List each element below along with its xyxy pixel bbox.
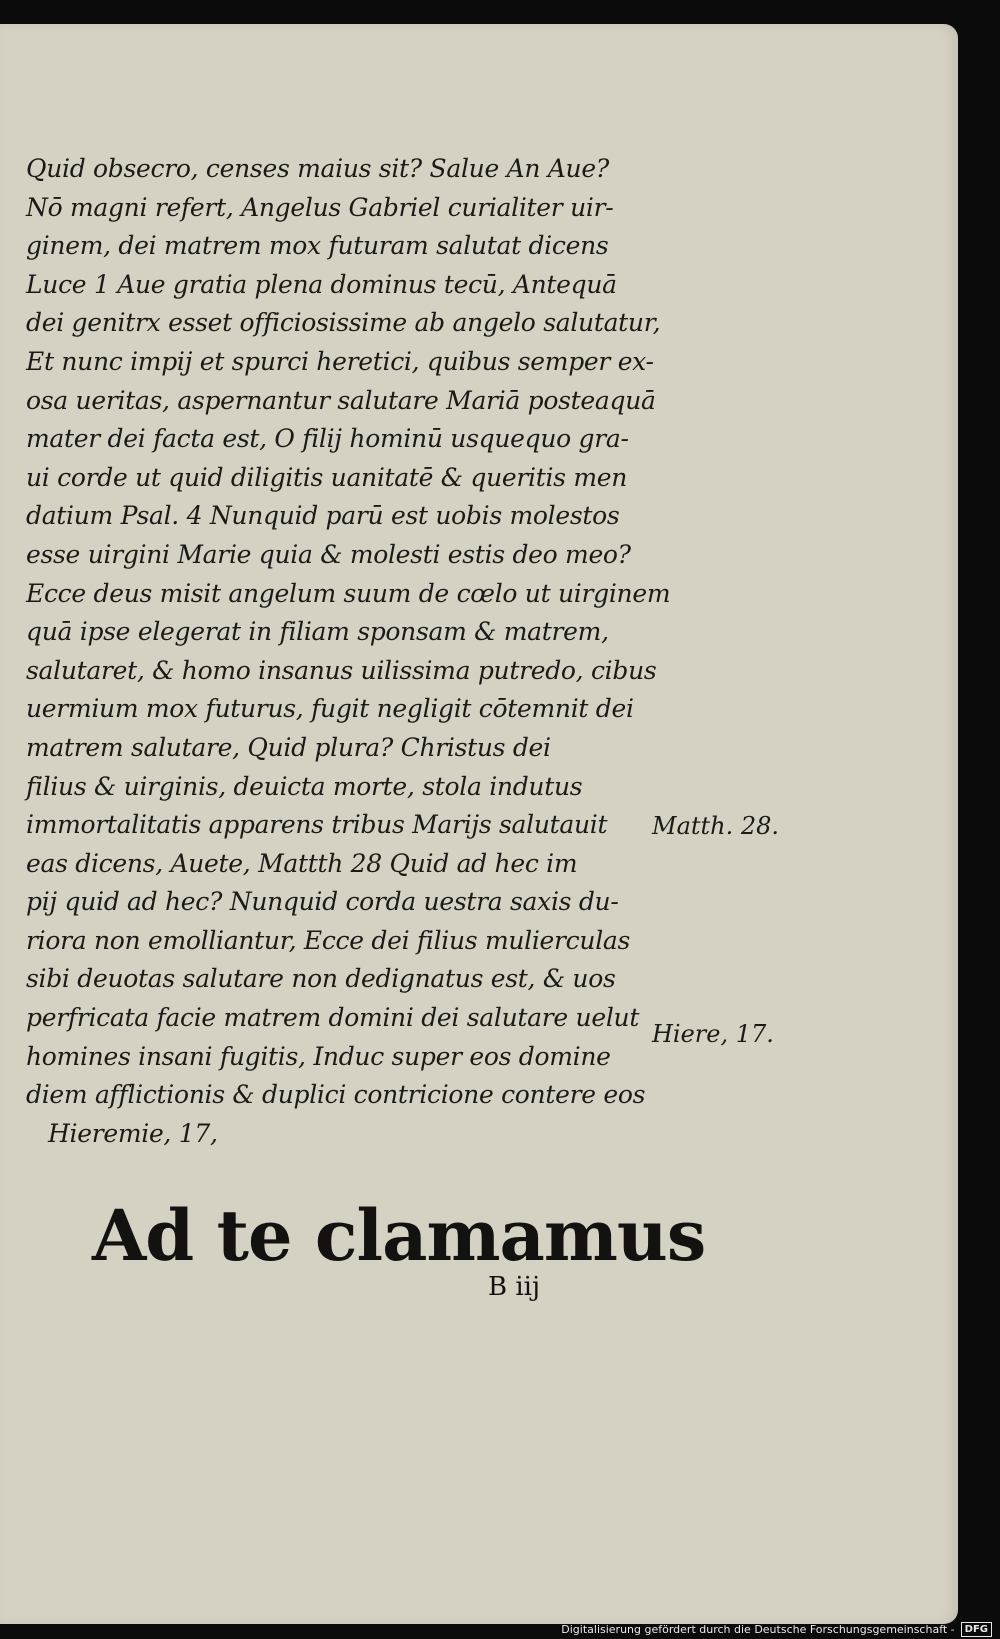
text-line: Et nunc impij et spurci heretici, quibus semper ex- — [26, 346, 654, 376]
text-line: filius & uirginis, deuicta morte, stola indutus — [26, 771, 583, 801]
text-line: pij quid ad hec? Nunquid corda uestra saxis du- — [26, 887, 619, 917]
book-page — [0, 24, 958, 1624]
text-line: matrem salutare, Quid plura? Christus dei — [26, 732, 551, 762]
footer-text: Digitalisierung gefördert durch die Deutsche Forschungsgemeinschaft - — [561, 1623, 955, 1636]
margin-note-jeremiah: Hiere, 17. — [652, 1020, 774, 1048]
text-line: uermium mox futurus, fugit negligit cōtemnit dei — [26, 694, 634, 724]
text-line: salutaret, & homo insanus uilissima putredo, cibus — [26, 655, 657, 685]
margin-note-matthew: Matth. 28. — [652, 812, 780, 840]
text-line: datium Psal. 4 Nunquid parū est uobis molestos — [26, 501, 620, 531]
section-heading: Ad te clamamus — [92, 1194, 706, 1277]
text-line: dei genitrx esset officiosissime ab angelo salutatur, — [26, 308, 661, 338]
text-line: quā ipse elegerat in filiam sponsam & matrem, — [26, 617, 609, 647]
text-line: Nō magni refert, Angelus Gabriel curialiter uir- — [26, 192, 614, 222]
text-line: mater dei facta est, O filij hominū usquequo gra- — [26, 424, 629, 454]
digitization-footer — [561, 1622, 992, 1637]
text-line: sibi deuotas salutare non dedignatus est, & uos — [26, 964, 616, 994]
text-line: Luce 1 Aue gratia plena dominus tecū, Antequā — [26, 269, 617, 299]
text-line: eas dicens, Auete, Mattth 28 Quid ad hec im — [26, 848, 578, 878]
text-line: perfricata facie matrem domini dei salutare uelut — [26, 1003, 640, 1033]
text-line: esse uirgini Marie quia & molesti estis deo meo? — [26, 539, 631, 569]
signature-mark: B iij — [488, 1272, 541, 1302]
text-line: ginem, dei matrem mox futuram salutat dicens — [26, 231, 609, 261]
text-line: osa ueritas, aspernantur salutare Mariā posteaquā — [26, 385, 656, 415]
body-text — [26, 150, 671, 1153]
text-line: Hieremie, 17, — [48, 1118, 218, 1148]
text-line: ui corde ut quid diligitis uanitatē & queritis men — [26, 462, 628, 492]
text-line: riora non emolliantur, Ecce dei filius mulierculas — [26, 925, 631, 955]
text-line: homines insani fugitis, Induc super eos domine — [26, 1041, 611, 1071]
text-line: immortalitatis apparens tribus Marijs salutauit — [26, 810, 608, 840]
text-line: Ecce deus misit angelum suum de cœlo ut uirginem — [26, 578, 671, 608]
text-line: diem afflictionis & duplici contricione contere eos — [26, 1080, 646, 1110]
dfg-logo: DFG — [961, 1622, 992, 1637]
text-line: Quid obsecro, censes maius sit? Salue An Aue? — [26, 154, 609, 183]
